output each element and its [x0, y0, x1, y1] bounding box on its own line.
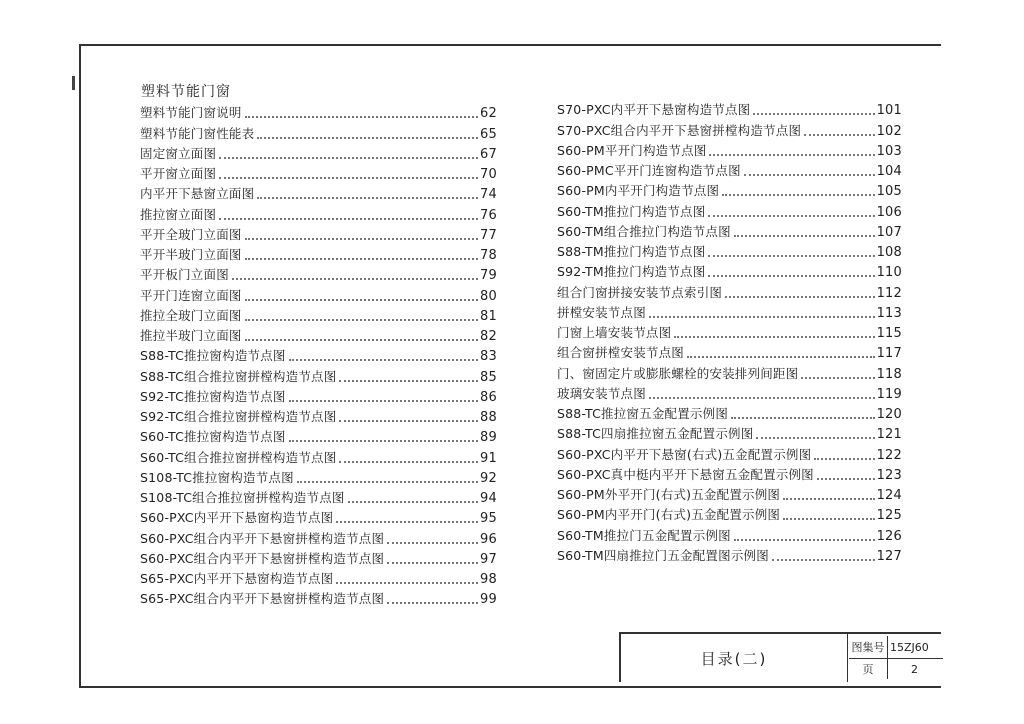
- toc-entry: [557, 98, 902, 118]
- toc-right-column: [557, 98, 902, 564]
- toc-entry: [557, 382, 902, 402]
- toc-entry-title: S92-TC推拉窗构造节点图: [140, 388, 286, 404]
- dot-leader: [245, 257, 478, 260]
- toc-entry: [140, 202, 497, 222]
- toc-entry-page: 120: [876, 407, 902, 422]
- dot-leader: [744, 173, 875, 176]
- toc-entry: [140, 445, 497, 465]
- dot-leader: [336, 520, 478, 523]
- toc-entry: [557, 220, 902, 240]
- toc-entry-page: 105: [876, 184, 902, 200]
- dot-leader: [232, 277, 478, 280]
- toc-entry-title: 平开全玻门立面图: [140, 226, 242, 242]
- dot-leader: [219, 176, 478, 179]
- toc-entry-title: 玻璃安装节点图: [557, 385, 646, 401]
- toc-entry-title: 推拉全玻门立面图: [140, 307, 242, 323]
- toc-entry-page: 117: [876, 346, 902, 362]
- toc-entry: [557, 463, 902, 483]
- toc-entry-page: 102: [876, 123, 902, 139]
- toc-entry: [140, 587, 497, 607]
- toc-entry: [557, 341, 902, 361]
- toc-entry: [557, 139, 902, 159]
- toc-entry-page: 123: [876, 467, 902, 483]
- toc-entry-page: 98: [480, 572, 497, 587]
- toc-entry: [140, 304, 497, 324]
- toc-entry-page: 101: [876, 103, 902, 119]
- toc-entry-title: S65-PXC组合内平开下悬窗拼樘构造节点图: [140, 591, 385, 607]
- toc-entry-page: 97: [480, 551, 497, 567]
- toc-entry-page: 113: [876, 305, 902, 321]
- toc-entry-title: S92-TM推拉门构造节点图: [557, 264, 706, 280]
- toc-entry-title: 内平开下悬窗立面图: [140, 186, 255, 202]
- dot-leader: [219, 217, 478, 220]
- dot-leader: [289, 358, 478, 361]
- toc-entry-page: 99: [480, 592, 497, 608]
- toc-entry-page: 83: [480, 349, 497, 365]
- dot-leader: [722, 193, 874, 196]
- dot-leader: [339, 460, 478, 463]
- toc-entry: [557, 402, 902, 422]
- toc-entry: [557, 442, 902, 462]
- toc-entry: [557, 159, 902, 179]
- dot-leader: [814, 457, 874, 460]
- dot-leader: [734, 234, 875, 237]
- toc-entry-page: 85: [480, 369, 497, 385]
- toc-entry-page: 91: [480, 450, 497, 466]
- toc-entry-page: 119: [876, 386, 902, 402]
- toc-entry: [140, 506, 497, 526]
- toc-entry-title: S70-PXC组合内平开下悬窗拼樘构造节点图: [557, 122, 802, 138]
- toc-entry-title: S60-TM四扇推拉门五金配置图示例图: [557, 547, 769, 563]
- toc-entry-page: 107: [876, 224, 902, 240]
- toc-entry-page: 110: [876, 265, 902, 281]
- page-number-label: 页: [849, 659, 888, 679]
- toc-entry: [140, 385, 497, 405]
- toc-entry-title: 平开半玻门立面图: [140, 247, 242, 262]
- toc-entry: [140, 567, 497, 587]
- toc-entry-page: 124: [876, 488, 902, 503]
- toc-entry-title: S60-PMC平开门连窗构造节点图: [557, 163, 741, 178]
- dot-leader: [783, 497, 874, 500]
- toc-entry-title: S60-PM外平开门(右式)五金配置示例图: [557, 487, 781, 502]
- dot-leader: [731, 416, 875, 419]
- toc-entry: [140, 466, 497, 486]
- toc-entry-page: 88: [480, 410, 497, 425]
- toc-entry-title: S65-PXC内平开下悬窗构造节点图: [140, 571, 334, 586]
- dot-leader: [725, 295, 874, 298]
- toc-entry-title: S60-PXC内平开下悬窗构造节点图: [140, 510, 334, 526]
- dot-leader: [245, 115, 478, 118]
- toc-entry-page: 67: [480, 146, 497, 162]
- toc-entry-title: S88-TM推拉门构造节点图: [557, 244, 706, 259]
- toc-entry-title: 平开窗立面图: [140, 166, 217, 181]
- toc-entry-title: S88-TC推拉窗五金配置示例图: [557, 406, 729, 421]
- dot-leader: [219, 156, 478, 159]
- toc-entry-page: 82: [480, 329, 497, 344]
- toc-entry: [140, 223, 497, 243]
- toc-entry-title: 组合窗拼樘安装节点图: [557, 345, 685, 361]
- toc-entry-title: 固定窗立面图: [140, 145, 217, 161]
- toc-entry-page: 122: [876, 447, 902, 463]
- toc-entry-page: 127: [876, 548, 902, 564]
- dot-leader: [804, 133, 874, 136]
- toc-entry-page: 108: [876, 245, 902, 260]
- toc-entry-title: S108-TC推拉窗构造节点图: [140, 469, 294, 485]
- atlas-number-value: 15ZJ60: [888, 636, 943, 659]
- title-block-title: 目录(二): [621, 634, 848, 682]
- toc-entry-title: S88-TC推拉窗构造节点图: [140, 348, 286, 364]
- toc-entry: [557, 179, 902, 199]
- toc-entry-page: 89: [480, 430, 497, 446]
- toc-entry-page: 81: [480, 308, 497, 324]
- toc-entry-title: S60-PXC真中梃内平开下悬窗五金配置示例图: [557, 466, 814, 482]
- toc-entry-title: S88-TC四扇推拉窗五金配置示例图: [557, 426, 754, 442]
- dot-leader: [783, 517, 874, 520]
- toc-entry: [140, 526, 497, 546]
- dot-leader: [756, 436, 874, 439]
- toc-entry-title: 门窗上墙安装节点图: [557, 325, 672, 340]
- dot-leader: [339, 379, 478, 382]
- toc-entry-page: 79: [480, 268, 497, 284]
- toc-entry-page: 104: [876, 164, 902, 179]
- dot-leader: [772, 558, 875, 561]
- toc-entry-title: 拼樘安装节点图: [557, 304, 646, 320]
- dot-leader: [801, 376, 874, 379]
- toc-entry: [557, 483, 902, 503]
- toc-entry: [557, 260, 902, 280]
- toc-entry: [557, 240, 902, 260]
- toc-entry-title: S60-TC组合推拉窗拼樘构造节点图: [140, 449, 337, 465]
- dot-leader: [687, 355, 875, 358]
- toc-entry-page: 78: [480, 248, 497, 263]
- dot-leader: [387, 561, 478, 564]
- toc-entry-title: 平开门连窗立面图: [140, 287, 242, 303]
- dot-leader: [257, 136, 478, 139]
- toc-entry: [557, 301, 902, 321]
- binding-mark: [72, 76, 75, 90]
- toc-entry: [557, 118, 902, 138]
- toc-entry: [140, 405, 497, 425]
- section-title: 塑料节能门窗: [141, 84, 231, 100]
- atlas-number-label: 图集号: [849, 636, 888, 659]
- toc-entry-page: 112: [876, 285, 902, 301]
- toc-entry: [140, 243, 497, 263]
- dot-leader: [817, 477, 875, 480]
- dot-leader: [245, 338, 478, 341]
- dot-leader: [753, 112, 874, 115]
- toc-entry-title: 平开板门立面图: [140, 267, 229, 283]
- toc-entry-page: 80: [480, 288, 497, 304]
- toc-entry-title: S60-TC推拉窗构造节点图: [140, 429, 286, 445]
- toc-entry: [557, 503, 902, 523]
- toc-entry: [557, 544, 902, 564]
- toc-entry-title: S70-PXC内平开下悬窗构造节点图: [557, 102, 751, 118]
- toc-entry-page: 77: [480, 227, 497, 243]
- toc-entry: [140, 101, 497, 121]
- dot-leader: [289, 439, 478, 442]
- dot-leader: [297, 480, 478, 483]
- toc-entry-title: S108-TC组合推拉窗拼樘构造节点图: [140, 490, 345, 505]
- toc-entry-page: 121: [876, 427, 902, 443]
- toc-entry: [140, 486, 497, 506]
- toc-entry-page: 118: [876, 366, 902, 382]
- toc-entry-title: S60-PM平开门构造节点图: [557, 142, 707, 158]
- toc-entry: [557, 422, 902, 442]
- toc-entry-page: 62: [480, 106, 497, 122]
- toc-entry-page: 103: [876, 143, 902, 159]
- toc-entry-title: 组合门窗拼接安装节点索引图: [557, 284, 723, 300]
- toc-entry-title: S60-TM推拉门五金配置示例图: [557, 527, 731, 543]
- toc-entry: [557, 280, 902, 300]
- toc-entry: [557, 321, 902, 341]
- dot-leader: [387, 601, 478, 604]
- dot-leader: [336, 581, 478, 584]
- toc-entry: [140, 263, 497, 283]
- title-block: [619, 632, 941, 682]
- toc-entry: [557, 523, 902, 543]
- toc-entry-page: 106: [876, 204, 902, 220]
- toc-entry-page: 86: [480, 389, 497, 405]
- toc-entry-page: 126: [876, 528, 902, 544]
- toc-entry: [140, 121, 497, 141]
- toc-entry-title: 塑料节能门窗性能表: [140, 125, 255, 141]
- toc-entry-title: S60-TM推拉门构造节点图: [557, 203, 706, 219]
- toc-entry-page: 74: [480, 187, 497, 203]
- toc-entry-title: 塑料节能门窗说明: [140, 105, 242, 121]
- dot-leader: [708, 254, 874, 257]
- toc-entry-title: 推拉窗立面图: [140, 206, 217, 222]
- dot-leader: [649, 396, 875, 399]
- toc-entry-title: S60-TM组合推拉门构造节点图: [557, 223, 731, 239]
- toc-entry-page: 65: [480, 126, 497, 142]
- dot-leader: [674, 335, 874, 338]
- page-number-value: 2: [911, 662, 918, 676]
- toc-entry-page: 96: [480, 531, 497, 547]
- dot-leader: [734, 538, 875, 541]
- toc-entry-page: 115: [876, 326, 902, 341]
- dot-leader: [709, 153, 874, 156]
- dot-leader: [245, 318, 478, 321]
- toc-entry-title: S60-PM内平开门构造节点图: [557, 183, 720, 199]
- toc-left-column: [140, 101, 497, 607]
- toc-entry: [140, 283, 497, 303]
- toc-entry-title: S88-TC组合推拉窗拼樘构造节点图: [140, 368, 337, 384]
- toc-entry: [140, 364, 497, 384]
- toc-entry: [557, 361, 902, 381]
- dot-leader: [649, 315, 875, 318]
- toc-entry: [140, 182, 497, 202]
- dot-leader: [245, 298, 478, 301]
- toc-entry-title: S60-PXC组合内平开下悬窗拼樘构造节点图: [140, 550, 385, 566]
- toc-entry-title: 推拉半玻门立面图: [140, 328, 242, 343]
- dot-leader: [257, 196, 478, 199]
- dot-leader: [387, 541, 478, 544]
- dot-leader: [245, 237, 478, 240]
- toc-entry: [140, 344, 497, 364]
- toc-entry-title: S92-TC组合推拉窗拼樘构造节点图: [140, 409, 337, 424]
- toc-entry: [140, 324, 497, 344]
- toc-entry: [140, 142, 497, 162]
- toc-entry-page: 70: [480, 167, 497, 182]
- toc-entry-page: 125: [876, 508, 902, 524]
- dot-leader: [289, 399, 478, 402]
- toc-entry-title: 门、窗固定片或膨胀螺栓的安装排列间距图: [557, 365, 799, 381]
- dot-leader: [339, 419, 478, 422]
- toc-entry: [140, 547, 497, 567]
- toc-entry-title: S60-PXC内平开下悬窗(右式)五金配置示例图: [557, 446, 812, 462]
- toc-entry-page: 76: [480, 207, 497, 223]
- toc-entry: [140, 425, 497, 445]
- toc-entry-title: S60-PXC组合内平开下悬窗拼樘构造节点图: [140, 530, 385, 546]
- toc-entry-page: 95: [480, 511, 497, 527]
- dot-leader: [348, 500, 478, 503]
- toc-entry: [557, 199, 902, 219]
- dot-leader: [708, 214, 874, 217]
- toc-entry-title: S60-PM内平开门(右式)五金配置示例图: [557, 507, 781, 523]
- dot-leader: [708, 274, 874, 277]
- toc-entry-page: 94: [480, 491, 497, 506]
- toc-entry-page: 92: [480, 470, 497, 486]
- toc-entry: [140, 162, 497, 182]
